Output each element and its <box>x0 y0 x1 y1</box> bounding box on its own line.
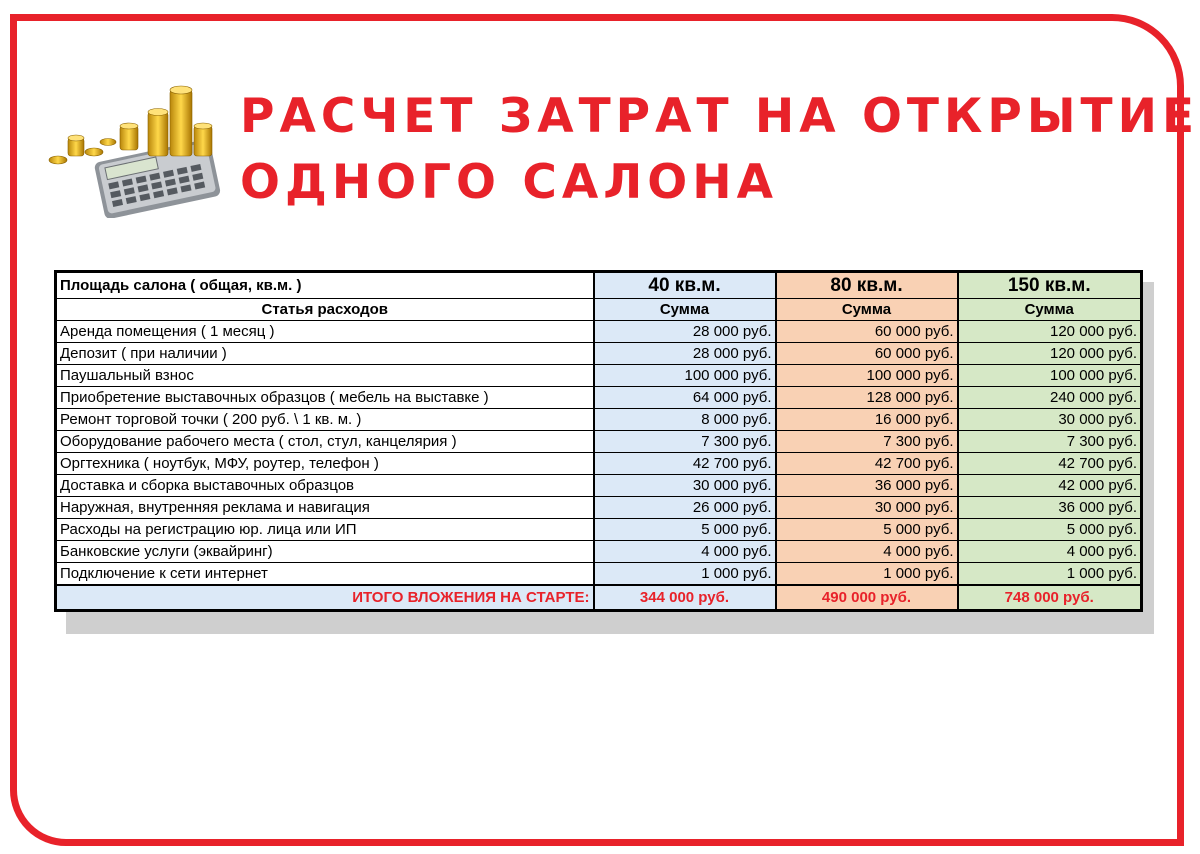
row-item: Подключение к сети интернет <box>56 563 594 586</box>
value-150: 30 000 руб. <box>958 409 1142 431</box>
table-row <box>56 519 1142 541</box>
total-40: 344 000 руб. <box>594 585 776 611</box>
value-80: 7 300 руб. <box>776 431 958 453</box>
area-header-row <box>56 272 1142 299</box>
value-40: 1 000 руб. <box>594 563 776 586</box>
total-label: ИТОГО ВЛОЖЕНИЯ НА СТАРТЕ: <box>56 585 594 611</box>
row-item: Оборудование рабочего места ( стол, стул, канцелярия ) <box>56 431 594 453</box>
total-150: 748 000 руб. <box>958 585 1142 611</box>
table-row <box>56 475 1142 497</box>
table-row <box>56 409 1142 431</box>
table-row <box>56 563 1142 586</box>
row-item: Оргтехника ( ноутбук, МФУ, роутер, телефон ) <box>56 453 594 475</box>
sum-header-40: Сумма <box>594 299 776 321</box>
table-row <box>56 387 1142 409</box>
value-150: 1 000 руб. <box>958 563 1142 586</box>
value-150: 5 000 руб. <box>958 519 1142 541</box>
total-80: 490 000 руб. <box>776 585 958 611</box>
value-150: 42 700 руб. <box>958 453 1142 475</box>
row-item: Ремонт торговой точки ( 200 руб. \ 1 кв. м. ) <box>56 409 594 431</box>
table-row <box>56 541 1142 563</box>
sum-header-80: Сумма <box>776 299 958 321</box>
value-150: 7 300 руб. <box>958 431 1142 453</box>
value-150: 42 000 руб. <box>958 475 1142 497</box>
title-line-1: РАСЧЕТ ЗАТРАТ НА ОТКРЫТИЕ <box>240 89 1200 144</box>
table-row <box>56 321 1142 343</box>
value-40: 64 000 руб. <box>594 387 776 409</box>
value-40: 7 300 руб. <box>594 431 776 453</box>
area-150: 150 кв.м. <box>958 272 1142 299</box>
coins-and-calculator-icon <box>48 82 228 218</box>
value-80: 30 000 руб. <box>776 497 958 519</box>
row-item: Депозит ( при наличии ) <box>56 343 594 365</box>
value-40: 28 000 руб. <box>594 343 776 365</box>
total-row <box>56 585 1142 611</box>
row-item: Наружная, внутренняя реклама и навигация <box>56 497 594 519</box>
value-80: 60 000 руб. <box>776 321 958 343</box>
table-row <box>56 453 1142 475</box>
table-row <box>56 343 1142 365</box>
value-150: 100 000 руб. <box>958 365 1142 387</box>
row-item: Аренда помещения ( 1 месяц ) <box>56 321 594 343</box>
row-item: Расходы на регистрацию юр. лица или ИП <box>56 519 594 541</box>
value-40: 42 700 руб. <box>594 453 776 475</box>
value-80: 60 000 руб. <box>776 343 958 365</box>
value-40: 100 000 руб. <box>594 365 776 387</box>
value-40: 4 000 руб. <box>594 541 776 563</box>
table-row <box>56 431 1142 453</box>
page-title <box>240 84 1199 216</box>
row-item: Приобретение выставочных образцов ( мебель на выставке ) <box>56 387 594 409</box>
value-80: 128 000 руб. <box>776 387 958 409</box>
value-150: 120 000 руб. <box>958 321 1142 343</box>
item-header: Статья расходов <box>56 299 594 321</box>
value-40: 26 000 руб. <box>594 497 776 519</box>
value-150: 240 000 руб. <box>958 387 1142 409</box>
row-item: Доставка и сборка выставочных образцов <box>56 475 594 497</box>
value-40: 8 000 руб. <box>594 409 776 431</box>
row-item: Банковские услуги (эквайринг) <box>56 541 594 563</box>
value-80: 5 000 руб. <box>776 519 958 541</box>
table-row <box>56 497 1142 519</box>
value-80: 16 000 руб. <box>776 409 958 431</box>
value-80: 100 000 руб. <box>776 365 958 387</box>
cost-table <box>54 270 1143 612</box>
sum-header-150: Сумма <box>958 299 1142 321</box>
value-80: 42 700 руб. <box>776 453 958 475</box>
column-header-row <box>56 299 1142 321</box>
value-40: 30 000 руб. <box>594 475 776 497</box>
row-item: Паушальный взнос <box>56 365 594 387</box>
value-40: 28 000 руб. <box>594 321 776 343</box>
area-80: 80 кв.м. <box>776 272 958 299</box>
value-80: 4 000 руб. <box>776 541 958 563</box>
value-80: 36 000 руб. <box>776 475 958 497</box>
value-150: 4 000 руб. <box>958 541 1142 563</box>
area-label: Площадь салона ( общая, кв.м. ) <box>56 272 594 299</box>
value-40: 5 000 руб. <box>594 519 776 541</box>
area-40: 40 кв.м. <box>594 272 776 299</box>
value-80: 1 000 руб. <box>776 563 958 586</box>
table-row <box>56 365 1142 387</box>
value-150: 36 000 руб. <box>958 497 1142 519</box>
value-150: 120 000 руб. <box>958 343 1142 365</box>
title-line-2: ОДНОГО САЛОНА <box>240 155 778 210</box>
